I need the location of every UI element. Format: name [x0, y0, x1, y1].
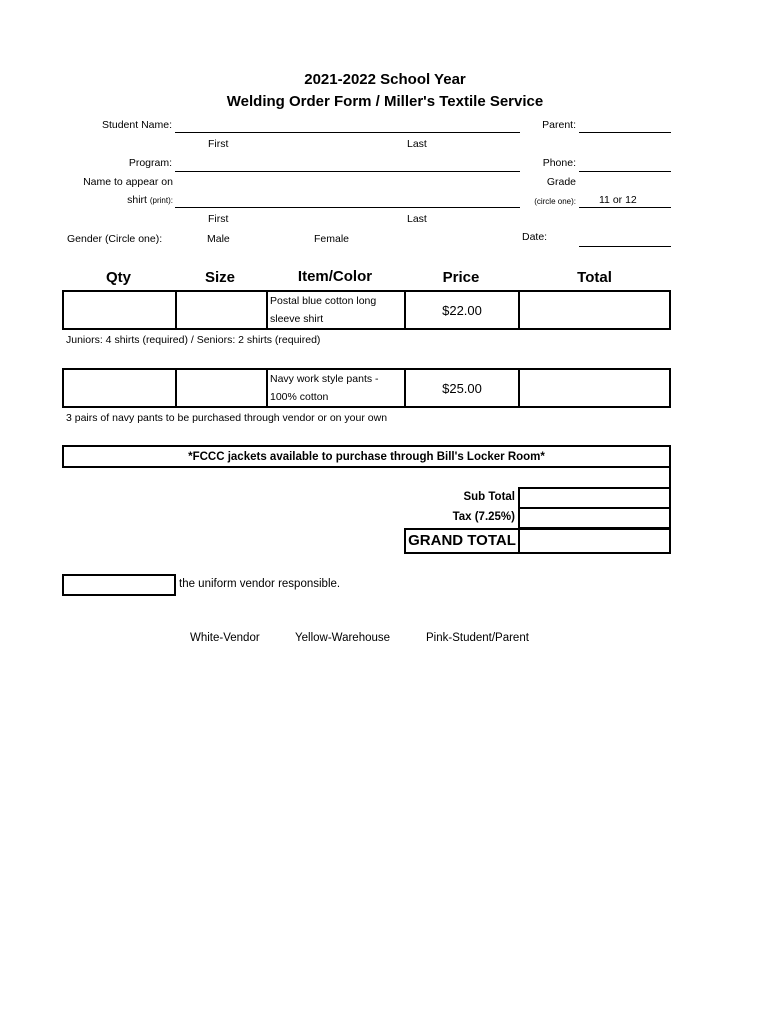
shirt-item-cell: Postal blue cotton long sleeve shirt	[267, 291, 405, 329]
phone-label: Phone:	[542, 157, 576, 169]
gender-label: Gender (Circle one):	[67, 233, 163, 245]
grade-field	[579, 207, 671, 208]
jackets-banner: *FCCC jackets available to purchase through Bill's Locker Room*	[62, 445, 671, 468]
pants-size-cell[interactable]	[176, 369, 267, 407]
shirt-first-caption: First	[208, 213, 229, 225]
shirt-requirement-note: Juniors: 4 shirts (required) / Seniors: 2 shirts (required)	[66, 334, 321, 346]
responsibility-text: the uniform vendor responsible.	[179, 578, 341, 590]
shirt-print-label: shirt (print):	[127, 194, 173, 206]
grade-label: Grade	[546, 176, 576, 188]
responsibility-initials-box[interactable]	[62, 574, 176, 596]
gender-option-male[interactable]: Male	[207, 233, 230, 245]
student-name-field[interactable]	[175, 132, 520, 133]
last-name-caption: Last	[407, 138, 427, 150]
form-title: Welding Order Form / Miller's Textile Service	[226, 93, 544, 110]
column-header-item-color: Item/Color	[297, 268, 373, 285]
item-row-shirt	[62, 290, 671, 330]
school-year-title: 2021-2022 School Year	[304, 71, 466, 88]
program-label: Program:	[128, 157, 172, 169]
phone-field[interactable]	[579, 171, 671, 172]
column-header-price: Price	[442, 269, 480, 286]
copy-white-vendor: White-Vendor	[190, 632, 260, 644]
subtotal-label: Sub Total	[463, 491, 515, 503]
pants-purchase-note: 3 pairs of navy pants to be purchased through vendor or on your own	[66, 412, 388, 424]
tax-field[interactable]	[518, 507, 671, 529]
column-header-qty: Qty	[105, 269, 131, 286]
column-header-total: Total	[577, 269, 612, 286]
shirt-size-cell[interactable]	[176, 291, 267, 329]
grand-total-label: GRAND TOTAL	[404, 528, 520, 554]
student-name-label: Student Name:	[101, 119, 172, 131]
program-field[interactable]	[175, 171, 520, 172]
pants-qty-cell[interactable]	[63, 369, 176, 407]
item-row-pants	[62, 368, 671, 408]
gender-option-female[interactable]: Female	[314, 233, 350, 245]
tax-label: Tax (7.25%)	[452, 511, 515, 523]
date-field[interactable]	[579, 246, 671, 247]
pants-total-cell[interactable]	[519, 369, 670, 407]
shirt-price-cell: $22.00	[405, 291, 519, 329]
name-on-shirt-field[interactable]	[175, 207, 520, 208]
grand-total-field[interactable]	[518, 528, 671, 554]
shirt-last-caption: Last	[407, 213, 427, 225]
grade-circle-one-label: (circle one):	[534, 197, 576, 206]
banner-right-border	[669, 466, 671, 488]
shirt-total-cell[interactable]	[519, 291, 670, 329]
parent-field[interactable]	[579, 132, 671, 133]
subtotal-field[interactable]	[518, 487, 671, 509]
pants-item-cell: Navy work style pants - 100% cotton	[267, 369, 405, 407]
parent-label: Parent:	[542, 119, 576, 131]
first-name-caption: First	[208, 138, 229, 150]
copy-yellow-warehouse: Yellow-Warehouse	[295, 632, 391, 644]
pants-price-cell: $25.00	[405, 369, 519, 407]
date-label: Date:	[522, 231, 548, 243]
column-header-size: Size	[204, 269, 235, 286]
name-on-shirt-label: Name to appear on	[83, 176, 173, 188]
shirt-qty-cell[interactable]	[63, 291, 176, 329]
copy-pink-student-parent: Pink-Student/Parent	[426, 632, 529, 644]
grade-options[interactable]: 11 or 12	[599, 194, 637, 206]
